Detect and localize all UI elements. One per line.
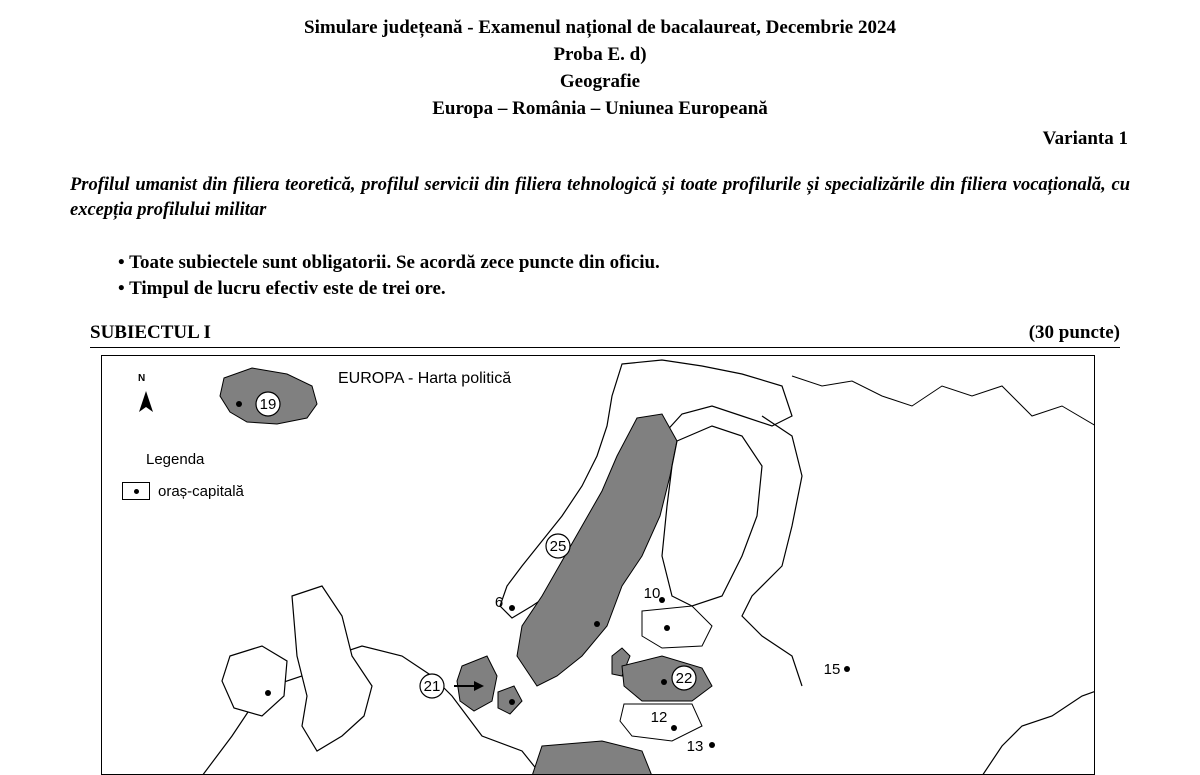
finland-outline — [662, 426, 762, 606]
capital-dot — [265, 690, 271, 696]
map-title: EUROPA - Harta politică — [338, 370, 512, 387]
europe-political-map — [101, 355, 1095, 775]
ireland-shape — [222, 646, 287, 716]
header-line-4: Europa – România – Uniunea Europeană — [432, 98, 768, 119]
variant-label: Varianta 1 — [1042, 128, 1128, 149]
map-label-19: 19 — [259, 396, 277, 413]
capital-dot — [594, 621, 600, 627]
subject-heading — [90, 322, 1120, 348]
north-label: N — [138, 373, 146, 384]
east-coast — [982, 691, 1095, 775]
rule-item: • Toate subiectele sunt obligatorii. Se acordă zece puncte din oficiu. — [118, 250, 660, 276]
map-label-21: 21 — [423, 678, 441, 695]
legend-title: Legenda — [146, 451, 205, 468]
capital-dot — [661, 679, 667, 685]
capital-dot — [509, 699, 515, 705]
poland-shape — [532, 741, 652, 775]
map-label-10: 10 — [643, 585, 661, 602]
capital-dot — [709, 742, 715, 748]
rule-item: • Timpul de lucru efectiv este de trei ore. — [118, 276, 660, 302]
header-line-1: Simulare județeană - Examenul național de bacalaureat, Decembrie 2024 — [304, 17, 896, 38]
capital-city-symbol-icon — [122, 482, 150, 500]
estonia-outline — [642, 606, 712, 648]
capital-dot — [664, 625, 670, 631]
legend-item-label: oraș-capitală — [158, 482, 244, 500]
capital-dot — [236, 401, 242, 407]
map-label-12: 12 — [650, 709, 668, 726]
subject-points: (30 puncte) — [1028, 322, 1120, 343]
map-label-15: 15 — [823, 661, 841, 678]
legend-item — [122, 482, 244, 500]
capital-dot — [509, 605, 515, 611]
exam-header — [0, 14, 1200, 122]
capital-dot — [671, 725, 677, 731]
britain-shape — [292, 586, 372, 751]
map-label-22: 22 — [675, 670, 693, 687]
profile-description: Profilul umanist din filiera teoretică, profilul servicii din filiera tehnologică și toate profilurile și specializările din filiera vocațională, cu excepția profilului militar — [70, 175, 1130, 220]
north-arrow-icon — [139, 391, 153, 412]
header-line-2: Proba E. d) — [553, 44, 647, 65]
latvia-shape — [622, 656, 712, 701]
header-line-3: Geografie — [559, 71, 641, 92]
subject-title: SUBIECTUL I — [90, 322, 211, 343]
north-coast — [792, 376, 1095, 426]
map-label-6: 6 — [494, 594, 504, 611]
rules-list — [118, 250, 660, 302]
map-drawing — [102, 356, 1095, 775]
map-label-13: 13 — [686, 738, 704, 755]
capital-dot — [844, 666, 850, 672]
map-label-25: 25 — [549, 538, 567, 555]
